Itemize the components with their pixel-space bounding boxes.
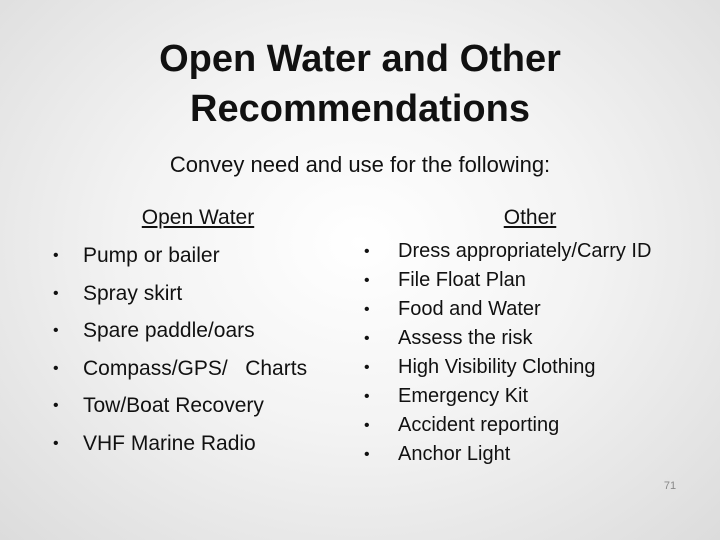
slide-title <box>60 34 660 134</box>
bullet-icon: • <box>364 388 370 405</box>
list-item-text: Compass/GPS/ Charts <box>83 356 308 380</box>
bullet-icon: • <box>364 359 370 376</box>
bullet-icon: • <box>53 359 59 377</box>
open-water-list <box>48 237 358 462</box>
list-item-text: Anchor Light <box>398 443 511 465</box>
other-heading: Other <box>503 206 557 229</box>
other-list <box>360 237 690 469</box>
page-number: 71 <box>663 480 677 492</box>
list-item <box>360 353 690 382</box>
other-column <box>360 205 690 469</box>
list-item <box>360 440 690 469</box>
list-item-text: Dress appropriately/Carry ID <box>398 240 652 262</box>
list-item <box>48 425 358 463</box>
list-item-text: Spare paddle/oars <box>83 319 255 342</box>
list-item-text: Tow/Boat Recovery <box>83 394 264 417</box>
list-item <box>360 411 690 440</box>
list-item-text: Assess the risk <box>398 327 533 349</box>
bullet-icon: • <box>53 322 59 339</box>
bullet-icon: • <box>53 434 59 452</box>
bullet-icon: • <box>53 397 59 414</box>
open-water-heading: Open Water <box>141 206 255 229</box>
bullet-icon: • <box>53 247 59 264</box>
list-item-text: Accident reporting <box>398 414 560 436</box>
list-item <box>360 382 690 411</box>
list-item-text: Food and Water <box>398 298 541 320</box>
bullet-icon: • <box>364 272 370 289</box>
open-water-column <box>48 205 358 462</box>
list-item-text: File Float Plan <box>398 269 526 291</box>
bullet-icon: • <box>53 284 59 302</box>
list-item-text: High Visibility Clothing <box>398 356 596 378</box>
list-item-text: VHF Marine Radio <box>83 431 256 455</box>
slide-subtitle: Convey need and use for the following: <box>169 152 551 177</box>
list-item <box>48 275 358 313</box>
list-item <box>48 237 358 275</box>
list-item-text: Pump or bailer <box>83 244 220 267</box>
bullet-icon: • <box>364 301 370 318</box>
title-line-2: Recommendations <box>190 88 530 130</box>
list-item-text: Spray skirt <box>83 281 183 305</box>
bullet-icon: • <box>364 330 370 347</box>
bullet-icon: • <box>364 417 370 434</box>
list-item-text: Emergency Kit <box>398 385 529 407</box>
list-item <box>48 387 358 425</box>
list-item <box>48 312 358 350</box>
title-line-1: Open Water and Other <box>159 38 561 80</box>
list-item <box>360 295 690 324</box>
list-item <box>360 324 690 353</box>
list-item <box>48 350 358 388</box>
bullet-icon: • <box>364 243 370 260</box>
list-item <box>360 237 690 266</box>
list-item <box>360 266 690 295</box>
bullet-icon: • <box>364 446 370 463</box>
